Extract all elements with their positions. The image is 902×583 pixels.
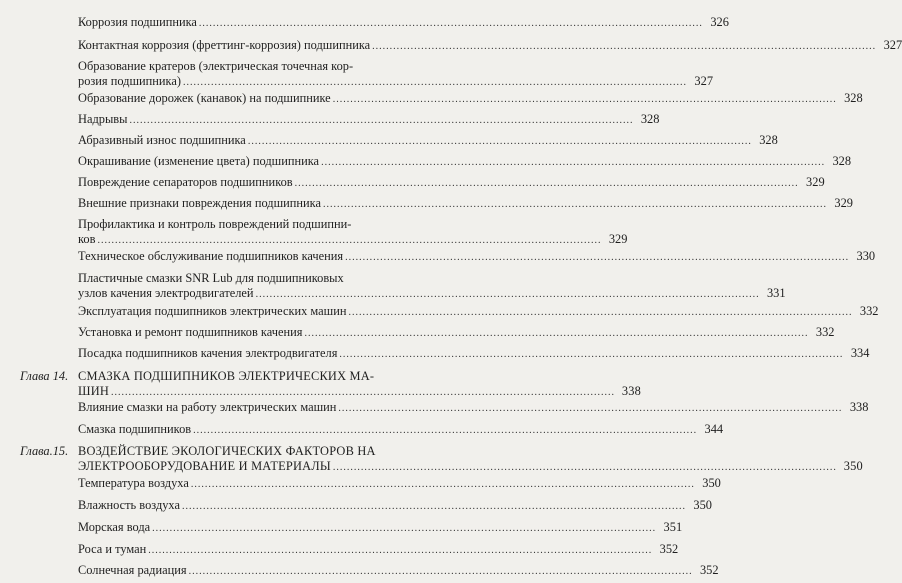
toc-entry xyxy=(78,304,879,320)
toc-entry xyxy=(78,346,870,362)
entry-title: Абразивный износ подшипника xyxy=(78,133,246,147)
toc-entry xyxy=(78,59,714,90)
entry-title-line1: ВОЗДЕЙСТВИЕ ЭКОЛОГИЧЕСКИХ ФАКТОРОВ НА xyxy=(78,444,376,458)
toc-entry xyxy=(78,271,786,302)
toc-entry xyxy=(78,175,825,191)
toc-entry xyxy=(78,154,852,170)
entry-title: Установка и ремонт подшипников качения xyxy=(78,325,303,339)
toc-entry xyxy=(78,91,863,107)
entry-page: 350 xyxy=(693,498,712,512)
entry-title: Окрашивание (изменение цвета) подшипника xyxy=(78,154,320,168)
chapter-entry xyxy=(78,444,863,475)
entry-title: Образование дорожек (канавок) на подшипнике xyxy=(78,91,331,105)
entry-title: Внешние признаки повреждения подшипника xyxy=(78,196,321,210)
entry-title-line2: ЭЛЕКТРООБОРУДОВАНИЕ И МАТЕРИАЛЫ xyxy=(78,459,331,473)
entry-title: Повреждение сепараторов подшипников xyxy=(78,175,293,189)
entry-title: Коррозия подшипника xyxy=(78,15,197,29)
toc-entry xyxy=(78,217,628,248)
entry-page: 329 xyxy=(806,175,825,189)
toc-entry xyxy=(78,422,724,438)
entry-title: Морская вода xyxy=(78,520,151,534)
toc-entry xyxy=(78,563,719,579)
entry-title: Эксплуатация подшипников электрических машин xyxy=(78,304,347,318)
entry-title: Надрывы xyxy=(78,112,128,126)
chapter-label: Глава 14. xyxy=(20,369,69,383)
toc-entry xyxy=(78,133,778,149)
entry-title-line2: ков xyxy=(78,232,96,246)
entry-title: Посадка подшипников качения электродвигателя xyxy=(78,346,338,360)
entry-page: 328 xyxy=(832,154,852,168)
toc-entry xyxy=(78,520,683,536)
entry-title-line2: розия подшипника) xyxy=(78,74,182,88)
entry-page: 344 xyxy=(704,422,724,436)
entry-page: 328 xyxy=(640,112,660,126)
entry-title-line1: Профилактика и контроль повреждений подшипни- xyxy=(78,217,352,231)
entry-page: 329 xyxy=(608,232,628,246)
entry-title: Смазка подшипников xyxy=(78,422,192,436)
toc-entry xyxy=(78,400,869,416)
entry-title: Солнечная радиация xyxy=(78,563,187,577)
entry-page: 334 xyxy=(850,346,870,360)
entry-page: 327 xyxy=(883,38,902,52)
entry-title: Влияние смазки на работу электрических машин xyxy=(78,400,337,414)
entry-page: 328 xyxy=(844,91,863,105)
entry-title: Техническое обслуживание подшипников качения xyxy=(78,249,344,263)
entry-page: 328 xyxy=(759,133,778,147)
entry-title-line1: Пластичные смазки SNR Lub для подшипниковых xyxy=(78,271,344,285)
entry-page: 350 xyxy=(843,459,863,473)
entry-title-line2: ШИН xyxy=(78,384,109,398)
toc-entry xyxy=(78,249,876,265)
toc-entry xyxy=(78,112,660,128)
entry-title: Влажность воздуха xyxy=(78,498,180,512)
entry-title: Контактная коррозия (фреттинг-коррозия) подшипника xyxy=(78,38,371,52)
entry-page: 352 xyxy=(659,542,679,556)
toc-entry xyxy=(78,38,902,54)
entry-page: 350 xyxy=(702,476,721,490)
toc-entry xyxy=(78,498,712,514)
entry-page: 332 xyxy=(815,325,835,339)
entry-page: 352 xyxy=(699,563,719,577)
entry-page: 351 xyxy=(663,520,683,534)
toc-entry xyxy=(78,476,721,492)
entry-title-line1: Образование кратеров (электрическая точечная кор- xyxy=(78,59,354,73)
toc-entry xyxy=(78,325,835,341)
chapter-entry xyxy=(78,369,641,400)
entry-title: Роса и туман xyxy=(78,542,147,556)
toc-entry xyxy=(78,196,853,212)
entry-title: Температура воздуха xyxy=(78,476,189,490)
chapter-label: Глава.15. xyxy=(20,444,69,458)
entry-page: 338 xyxy=(849,400,869,414)
entry-page: 327 xyxy=(694,74,714,88)
entry-page: 332 xyxy=(859,304,879,318)
entry-title-line2: узлов качения электродвигателей xyxy=(78,286,254,300)
entry-title-line1: СМАЗКА ПОДШИПНИКОВ ЭЛЕКТРИЧЕСКИХ МА- xyxy=(78,369,375,383)
entry-page: 326 xyxy=(710,15,729,29)
entry-page: 331 xyxy=(766,286,786,300)
entry-page: 338 xyxy=(621,384,641,398)
toc-entry xyxy=(78,15,729,31)
entry-page: 330 xyxy=(856,249,876,263)
entry-page: 329 xyxy=(834,196,853,210)
toc-entry xyxy=(78,542,679,558)
